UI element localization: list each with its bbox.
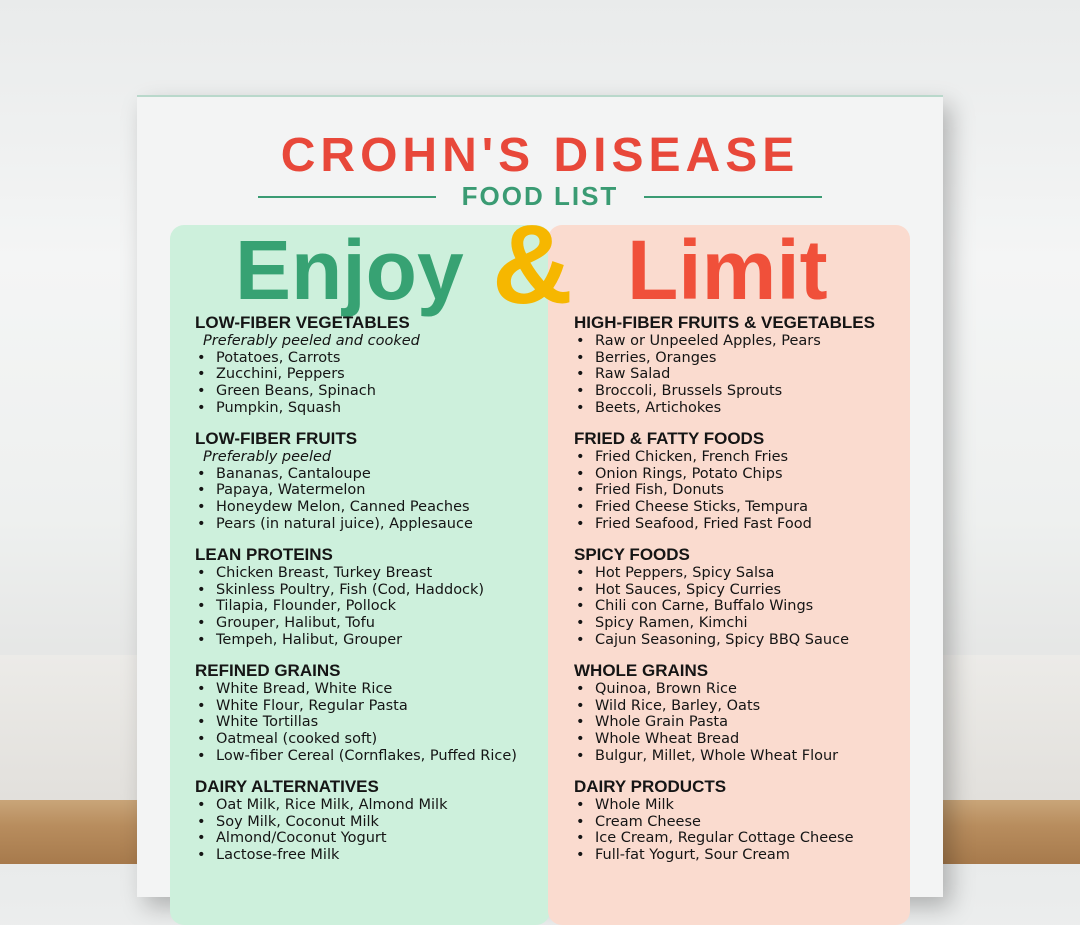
list-item: • Honeydew Melon, Canned Peaches (195, 499, 545, 516)
enjoy-section (195, 545, 545, 649)
list-item: • Wild Rice, Barley, Oats (574, 698, 924, 715)
enjoy-heading: Enjoy (235, 223, 464, 317)
limit-list (574, 313, 924, 876)
list-item: • Onion Rings, Potato Chips (574, 466, 924, 483)
list-item: • Papaya, Watermelon (195, 482, 545, 499)
list-item: • Hot Sauces, Spicy Curries (574, 582, 924, 599)
list-item: • Raw or Unpeeled Apples, Pears (574, 333, 924, 350)
list-item: • Bulgur, Millet, Whole Wheat Flour (574, 748, 924, 765)
list-item: • Broccoli, Brussels Sprouts (574, 383, 924, 400)
list-item: • Potatoes, Carrots (195, 350, 545, 367)
enjoy-section (195, 661, 545, 765)
list-item: • Chili con Carne, Buffalo Wings (574, 598, 924, 615)
limit-section (574, 313, 924, 417)
list-item: • Fried Cheese Sticks, Tempura (574, 499, 924, 516)
list-item: • Lactose-free Milk (195, 847, 545, 864)
list-item: • Cream Cheese (574, 814, 924, 831)
ampersand: & (492, 202, 573, 327)
page-subtitle: FOOD LIST (461, 181, 619, 211)
enjoy-section (195, 313, 545, 417)
list-item: • Zucchini, Peppers (195, 366, 545, 383)
list-item: • Ice Cream, Regular Cottage Cheese (574, 830, 924, 847)
section-heading: DAIRY PRODUCTS (574, 777, 727, 797)
list-item: • Oatmeal (cooked soft) (195, 731, 545, 748)
section-note: Preferably peeled and cooked (203, 333, 420, 349)
list-item: • Oat Milk, Rice Milk, Almond Milk (195, 797, 545, 814)
list-item: • Whole Milk (574, 797, 924, 814)
section-note: Preferably peeled (203, 449, 332, 466)
limit-section (574, 777, 924, 864)
list-item: • Fried Chicken, French Fries (574, 449, 924, 466)
list-item: • Pumpkin, Squash (195, 400, 545, 417)
list-item: • Chicken Breast, Turkey Breast (195, 565, 545, 582)
section-heading: LOW-FIBER VEGETABLES (195, 313, 410, 332)
section-heading: LEAN PROTEINS (195, 545, 333, 565)
section-heading: LOW-FIBER FRUITS (195, 429, 358, 449)
limit-heading: Limit (627, 223, 828, 317)
list-item: • Fried Seafood, Fried Fast Food (574, 516, 924, 533)
list-item: • White Flour, Regular Pasta (195, 698, 545, 715)
section-heading: FRIED & FATTY FOODS (574, 429, 765, 449)
list-item: • Pears (in natural juice), Applesauce (195, 516, 545, 533)
limit-section (574, 429, 924, 533)
list-item: • Tilapia, Flounder, Pollock (195, 598, 545, 615)
section-heading: SPICY FOODS (574, 545, 690, 565)
page-title: CROHN'S DISEASE (280, 129, 800, 182)
list-item: • Fried Fish, Donuts (574, 482, 924, 499)
section-heading: HIGH-FIBER FRUITS & VEGETABLES (574, 313, 875, 332)
list-item: • Full-fat Yogurt, Sour Cream (574, 847, 924, 864)
list-item: • Raw Salad (574, 366, 924, 383)
list-item: • Beets, Artichokes (574, 400, 924, 417)
limit-section (574, 545, 924, 649)
section-heading: WHOLE GRAINS (574, 661, 709, 681)
section-heading: DAIRY ALTERNATIVES (195, 777, 379, 797)
limit-section (574, 661, 924, 765)
list-item: • Bananas, Cantaloupe (195, 466, 545, 483)
list-item: • Grouper, Halibut, Tofu (195, 615, 545, 632)
enjoy-list (195, 313, 545, 876)
section-heading: REFINED GRAINS (195, 661, 341, 681)
list-item: • Skinless Poultry, Fish (Cod, Haddock) (195, 582, 545, 599)
list-item: • Whole Grain Pasta (574, 714, 924, 731)
list-item: • White Tortillas (195, 714, 545, 731)
enjoy-section (195, 429, 545, 533)
list-item: • Berries, Oranges (574, 350, 924, 367)
list-item: • Low-fiber Cereal (Cornflakes, Puffed Rice) (195, 748, 545, 765)
list-item: • Green Beans, Spinach (195, 383, 545, 400)
divider-right (644, 196, 822, 198)
list-item: • Soy Milk, Coconut Milk (195, 814, 545, 831)
list-item: • Tempeh, Halibut, Grouper (195, 632, 545, 649)
list-item: • Almond/Coconut Yogurt (195, 830, 545, 847)
list-item: • White Bread, White Rice (195, 681, 545, 698)
list-item: • Spicy Ramen, Kimchi (574, 615, 924, 632)
list-item: • Cajun Seasoning, Spicy BBQ Sauce (574, 632, 924, 649)
list-item: • Quinoa, Brown Rice (574, 681, 924, 698)
list-item: • Hot Peppers, Spicy Salsa (574, 565, 924, 582)
list-item: • Whole Wheat Bread (574, 731, 924, 748)
enjoy-section (195, 777, 545, 864)
